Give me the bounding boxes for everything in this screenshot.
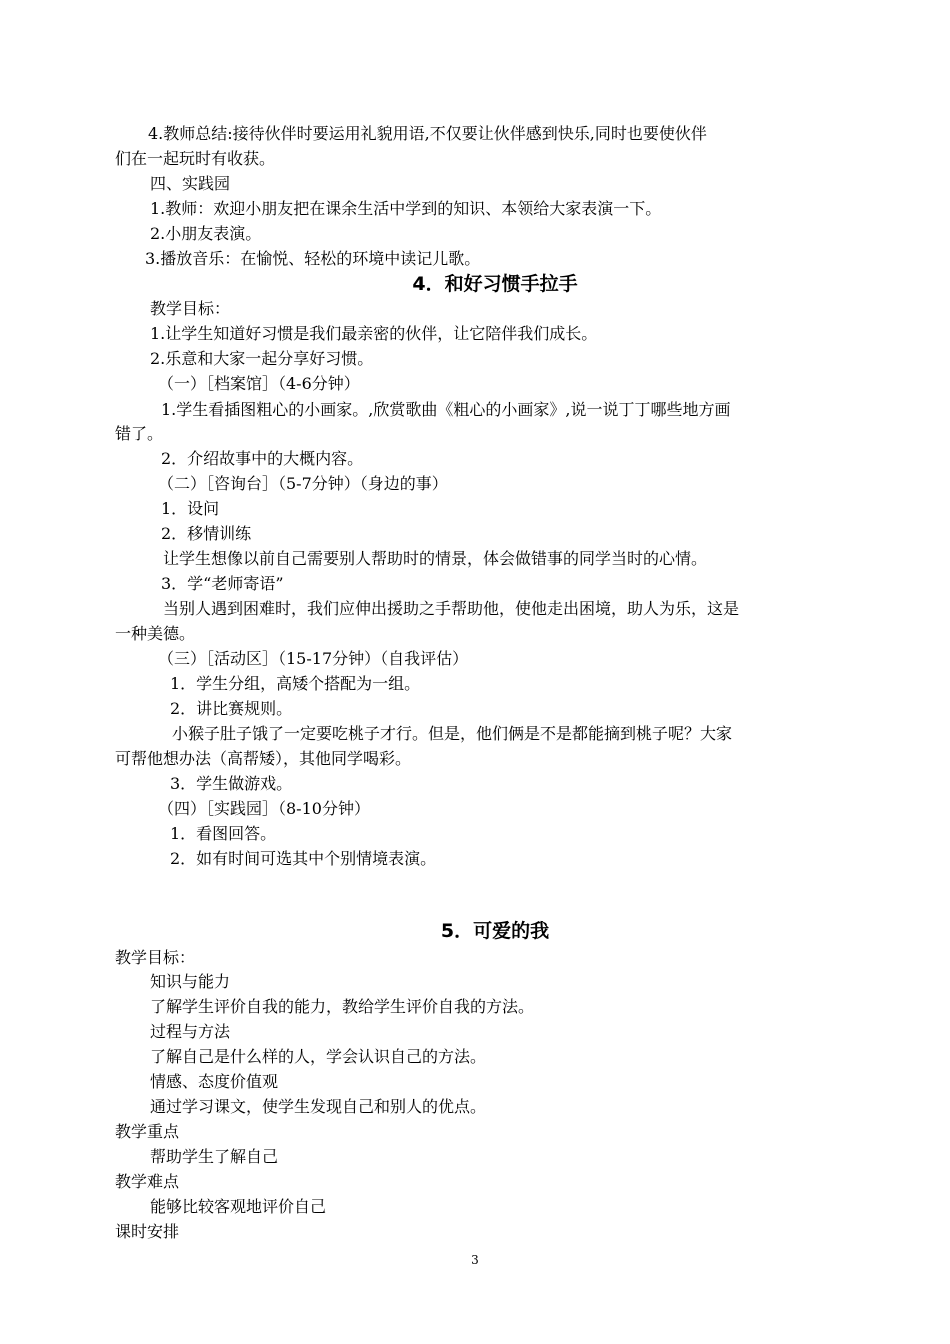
text-line: 3.播放音乐：在愉悦、轻松的环境中读记儿歌。	[145, 249, 481, 268]
lesson-title: 4．和好习惯手拉手	[412, 273, 578, 295]
text-line: （三）［活动区］（15-17分钟）（自我评估）	[158, 649, 469, 668]
text-line: 帮助学生了解自己	[150, 1147, 279, 1166]
text-line: 了解学生评价自我的能力，教给学生评价自我的方法。	[150, 997, 535, 1016]
text-line: 教学重点	[115, 1122, 180, 1141]
text-line: 们在一起玩时有收获。	[115, 149, 276, 168]
text-line: 通过学习课文，使学生发现自己和别人的优点。	[150, 1097, 487, 1116]
text-line: 2．介绍故事中的大概内容。	[161, 449, 364, 468]
text-line: 当别人遇到困难时，我们应伸出援助之手帮助他，使他走出困境，助人为乐，这是	[163, 599, 740, 618]
text-line: 1.让学生知道好习惯是我们最亲密的伙伴，让它陪伴我们成长。	[150, 324, 598, 343]
text-line: 了解自己是什么样的人，学会认识自己的方法。	[150, 1047, 487, 1066]
text-line: 2．如有时间可选其中个别情境表演。	[170, 849, 437, 868]
text-line: 3．学“老师寄语”	[161, 574, 284, 593]
text-line: 过程与方法	[150, 1022, 231, 1041]
text-line: 1.学生看插图粗心的小画家。,欣赏歌曲《粗心的小画家》,说一说丁丁哪些地方画	[161, 400, 731, 419]
text-line: 能够比较客观地评价自己	[150, 1197, 327, 1216]
text-line: 3．学生做游戏。	[170, 774, 293, 793]
text-line: （一）［档案馆］（4-6分钟）	[158, 374, 360, 393]
text-line: 教学难点	[115, 1172, 180, 1191]
text-line: 1．学生分组，高矮个搭配为一组。	[170, 674, 421, 693]
text-line: 1．设问	[161, 499, 220, 518]
text-line: 2．讲比赛规则。	[170, 699, 293, 718]
text-line: 1．看图回答。	[170, 824, 277, 843]
text-line: （四）［实践园］（8-10分钟）	[158, 799, 370, 818]
lesson-title: 5．可爱的我	[440, 920, 550, 942]
text-line: 4.教师总结:接待伙伴时要运用礼貌用语,不仅要让伙伴感到快乐,同时也要使伙伴	[148, 124, 707, 143]
text-line: 2.小朋友表演。	[150, 224, 262, 243]
text-line: 知识与能力	[150, 972, 231, 991]
text-line: 课时安排	[115, 1222, 180, 1241]
text-line: （二）［咨询台］（5-7分钟）（身边的事）	[158, 474, 448, 493]
text-line: 2.乐意和大家一起分享好习惯。	[150, 349, 374, 368]
text-line: 教学目标：	[115, 948, 196, 967]
text-line: 小猴子肚子饿了一定要吃桃子才行。但是，他们俩是不是都能摘到桃子呢？大家	[172, 724, 733, 743]
text-line: 1.教师：欢迎小朋友把在课余生活中学到的知识、本领给大家表演一下。	[150, 199, 662, 218]
text-line: 2．移情训练	[161, 524, 252, 543]
page-number: 3	[471, 1253, 479, 1267]
text-line: 教学目标：	[150, 299, 231, 318]
text-line: 一种美德。	[115, 624, 196, 643]
text-line: 让学生想像以前自己需要别人帮助时的情景，体会做错事的同学当时的心情。	[163, 549, 708, 568]
text-line: 情感、态度价值观	[150, 1072, 279, 1091]
text-line: 可帮他想办法（高帮矮），其他同学喝彩。	[115, 749, 412, 768]
text-line: 错了。	[115, 424, 164, 443]
section-heading: 四、实践园	[150, 174, 231, 193]
